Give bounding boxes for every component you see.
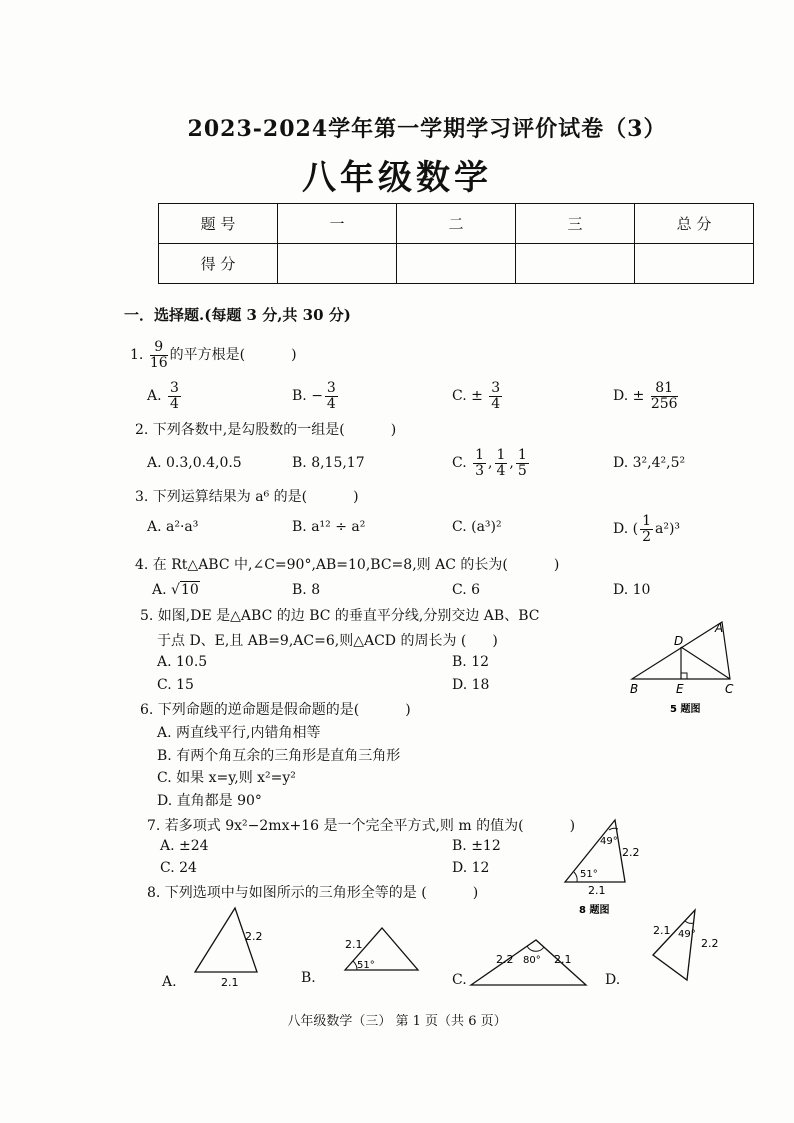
q8-option-a-figure[interactable]	[185, 900, 275, 990]
q5-option-b[interactable]: B. 12	[452, 654, 490, 670]
q4-option-d[interactable]: D. 10	[613, 582, 651, 598]
q7-option-b[interactable]: B. ±12	[452, 838, 501, 854]
score-table-score-row	[159, 244, 754, 284]
score-header-cell: 三	[516, 204, 635, 244]
svg-text:2.2: 2.2	[245, 930, 263, 943]
score-cell[interactable]	[397, 244, 516, 284]
svg-text:2.1: 2.1	[345, 938, 363, 951]
q7-option-c[interactable]: C. 24	[160, 860, 197, 876]
q5-label-a: A	[715, 621, 724, 635]
svg-text:2.2: 2.2	[496, 953, 514, 966]
q2-option-a[interactable]: A. 0.3,0.4,0.5	[147, 455, 242, 471]
score-table	[158, 203, 754, 284]
q3-option-a[interactable]: A. a²·a³	[147, 519, 199, 535]
page-footer: 八年级数学（三） 第 1 页（共 6 页）	[287, 1014, 507, 1029]
q4-option-a[interactable]: A. √10	[152, 582, 199, 598]
q8-ref-angle-top: 49°	[600, 836, 618, 847]
q5-label-d: D	[674, 634, 684, 648]
section-title: 一．选择题.(每题 3 分,共 30 分)	[124, 306, 351, 324]
q1-option-b[interactable]: B. − $\frac{3}{4}$	[292, 380, 336, 412]
score-cell[interactable]	[278, 244, 397, 284]
q2-option-b[interactable]: B. 8,15,17	[292, 455, 365, 471]
question-1: 1. $\frac{9}{16}$ 的平方根是( )	[130, 339, 297, 371]
q8-ref-side-bottom: 2.1	[588, 884, 606, 897]
question-6: 6. 下列命题的逆命题是假命题的是( )	[140, 702, 411, 718]
q8-option-d-label[interactable]: D.	[605, 972, 621, 988]
svg-text:2.1: 2.1	[221, 976, 239, 989]
q8-option-c-label[interactable]: C.	[452, 972, 467, 988]
q2-option-c[interactable]: C. $\frac{1}{3}$ , $\frac{1}{4}$ , $\frac{1}{5}$	[452, 447, 527, 479]
score-header-cell: 总 分	[635, 204, 754, 244]
q5-label-c: C	[725, 682, 734, 696]
q2-option-d[interactable]: D. 3²,4²,5²	[613, 455, 686, 471]
q8-option-b-label[interactable]: B.	[301, 970, 316, 986]
score-header-cell: 一	[278, 204, 397, 244]
q6-option-c[interactable]: C. 如果 x=y,则 x²=y²	[157, 770, 296, 786]
score-cell[interactable]	[635, 244, 754, 284]
q5-option-d[interactable]: D. 18	[452, 677, 490, 693]
svg-text:2.1: 2.1	[554, 953, 572, 966]
svg-text:49°: 49°	[678, 929, 696, 940]
svg-text:2.1: 2.1	[653, 924, 671, 937]
q5-label-e: E	[676, 682, 684, 696]
q5-caption: 5 题图	[670, 704, 701, 715]
q1-option-a[interactable]: A. $\frac{3}{4}$	[147, 380, 179, 412]
question-7: 7. 若多项式 9x²−2mx+16 是一个完全平方式,则 m 的值为( )	[147, 818, 576, 834]
q8-option-d-figure[interactable]	[645, 905, 725, 985]
q1-number: 1.	[130, 347, 144, 364]
q7-option-d[interactable]: D. 12	[452, 860, 490, 876]
q8-option-a-label[interactable]: A.	[162, 974, 177, 990]
q4-option-c[interactable]: C. 6	[452, 582, 481, 598]
svg-text:2.2: 2.2	[701, 937, 719, 950]
q6-option-d[interactable]: D. 直角都是 90°	[157, 793, 262, 809]
q5-option-c[interactable]: C. 15	[157, 677, 194, 693]
q8-option-c-figure[interactable]	[466, 935, 596, 990]
q8-option-b-figure[interactable]	[340, 918, 430, 978]
svg-text:80°: 80°	[523, 955, 541, 966]
q7-option-a[interactable]: A. ±24	[160, 838, 209, 854]
score-table-header-row	[159, 204, 754, 244]
exam-title: 2023-2024学年第一学期学习评价试卷（3）	[187, 116, 667, 142]
q1-fraction: $\frac{9}{16}$	[149, 339, 168, 371]
score-header-cell: 题 号	[159, 204, 278, 244]
score-cell[interactable]	[516, 244, 635, 284]
score-row-label: 得 分	[159, 244, 278, 284]
q8-caption: 8 题图	[579, 905, 610, 916]
question-4: 4. 在 Rt△ABC 中,∠C=90°,AB=10,BC=8,则 AC 的长为( )	[135, 557, 560, 573]
q3-option-b[interactable]: B. a¹² ÷ a²	[292, 519, 366, 535]
q1-option-c[interactable]: C. ± $\frac{3}{4}$	[452, 380, 501, 412]
question-5-line2: 于点 D、E,且 AB=9,AC=6,则△ACD 的周长为 ( )	[157, 633, 498, 649]
score-header-cell: 二	[397, 204, 516, 244]
subject-title: 八年级数学	[302, 158, 492, 198]
q6-option-b[interactable]: B. 有两个角互余的三角形是直角三角形	[157, 748, 401, 764]
question-2: 2. 下列各数中,是勾股数的一组是( )	[135, 422, 397, 438]
q5-option-a[interactable]: A. 10.5	[157, 654, 208, 670]
question-8: 8. 下列选项中与如图所示的三角形全等的是 ( )	[147, 885, 479, 901]
svg-text:51°: 51°	[357, 960, 375, 971]
q6-option-a[interactable]: A. 两直线平行,内错角相等	[157, 725, 321, 741]
q5-figure	[620, 621, 750, 720]
q8-reference-figure	[555, 812, 645, 917]
question-3: 3. 下列运算结果为 a⁶ 的是( )	[135, 489, 359, 505]
q3-option-d[interactable]: D. ( $\frac{1}{2}$ a²)³	[613, 513, 681, 545]
q5-label-b: B	[630, 682, 639, 696]
question-5-line1: 5. 如图,DE 是△ABC 的边 BC 的垂直平分线,分别交边 AB、BC	[140, 608, 540, 624]
q1-option-d[interactable]: D. ± $\frac{81}{256}$	[613, 380, 678, 412]
q4-option-b[interactable]: B. 8	[292, 582, 321, 598]
q3-option-c[interactable]: C. (a³)²	[452, 519, 502, 535]
q8-ref-angle-left: 51°	[580, 869, 598, 880]
q8-ref-side-right: 2.2	[622, 846, 640, 859]
